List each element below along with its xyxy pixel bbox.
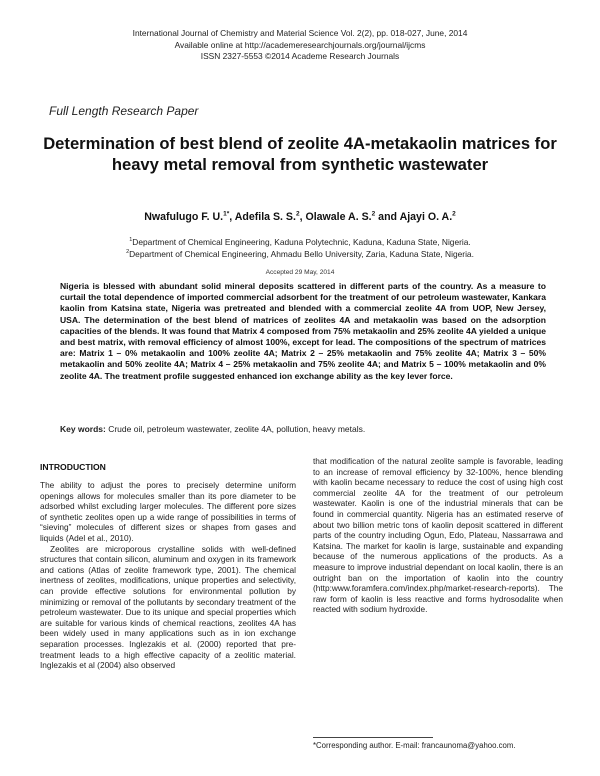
section-heading-introduction: INTRODUCTION <box>40 462 106 472</box>
affiliations <box>0 237 600 260</box>
accepted-date: Accepted 29 May, 2014 <box>265 269 335 276</box>
paragraph: Zeolites are microporous crystalline solids with well-defined structures that contain silicon, aluminum and oxygen in its framework and cations (Atlas of zeolite framework type, 2001). The chemical inertness of zeolites, modifications, unique properties and selectivity, can provide effective solutions for environmental pollution by minimizing or removal of the pollutants by secondary treatment of the petroleum wastewater. Due to its unique and special properties which are suitable for various kinds of chemical reactions, zeolites 4A has been widely used in many applications such as in ion exchange separation processes. Inglezakis et al. (2000) reported that pre-treatment leads to a high effective capacity of a zeolitic material. Inglezakis et al (2004) also observed <box>40 543 296 671</box>
paper-title: Determination of best blend of zeolite 4A-metakaolin matrices for heavy metal removal from synthetic wastewater <box>43 134 557 174</box>
keywords-label: Key words: <box>60 424 106 434</box>
author-list <box>0 211 600 223</box>
body-column-left <box>40 480 296 671</box>
author-affil-number: 2 <box>371 210 376 218</box>
author-separator: , <box>229 211 235 223</box>
paragraph: that modification of the natural zeolite sample is favorable, leading to an increase of removal efficiency by 32-100%, hence blending with kaolin became necessary to reduce the cost of using high cost commercial zeolite 4A for the treatment of our petroleum wastewater. Kaolin is one of the industrial minerals that can be found in commercial quantity. Nigeria has an estimated reserve of about two billion metric tons of kaolin deposit scattered in different parts of the country including Ogun, Edo, Plateau, Nassarrawa and Katsina. The market for kaolin is large, sustainable and expanding because of the numerous applications of the products. As a measure to improve industrial dependant on local kaolin, there is an outright ban on the importation of kaolin into the country (http:www.foramfera.com/index.php/market-research-reports). The raw form of kaolin is less reactive and forms hydrosodalite when reacted with sodium hydroxide. <box>313 456 563 615</box>
author-name: Nwafulugo F. U. <box>144 211 224 223</box>
paper-type: Full Length Research Paper <box>49 104 199 118</box>
corresponding-mark: * <box>226 210 230 218</box>
affiliation-2: $^2$Department of Chemical Engineering, Ahmadu Bello University, Zaria, Kaduna State, Nigeria. <box>126 248 474 259</box>
author-affil-number: 2 <box>452 210 456 218</box>
author-separator: , <box>299 211 306 223</box>
corresponding-author-footnote: *Corresponding author. E-mail: francaunoma@yahoo.com. <box>313 741 516 750</box>
author-affil-number: 2 <box>295 210 300 218</box>
author-name: Ajayi O. A. <box>399 211 453 223</box>
author-affil-number: 1 <box>223 210 227 218</box>
journal-url: Available online at http://academeresearchjournals.org/journal/ijcms <box>174 39 426 50</box>
author-name: Adefila S. S. <box>234 211 296 223</box>
journal-issn: ISSN 2327-5553 ©2014 Academe Research Journals <box>200 51 400 61</box>
author-separator: and <box>375 211 400 223</box>
footnote-divider <box>313 737 433 738</box>
author-name: Olawale A. S. <box>305 211 372 223</box>
paragraph: The ability to adjust the pores to precisely determine uniform openings allows for molecules smaller than its pore diameter to be adsorbed whilst excluding larger molecules. The different pore sizes of synthetic zeolites open up a wide range of possibilities in terms of “sieving” molecules of different sizes or shapes from gases and liquids (Adel et al., 2010). <box>40 480 296 543</box>
keywords-text: Crude oil, petroleum wastewater, zeolite 4A, pollution, heavy metals. <box>108 424 366 434</box>
journal-citation: International Journal of Chemistry and Material Science Vol. 2(2), pp. 018-027, June, 2014 <box>132 28 468 38</box>
journal-header <box>0 28 600 63</box>
keywords <box>60 424 546 434</box>
affiliation-1: $^1$Department of Chemical Engineering, Kaduna Polytechnic, Kaduna, Kaduna State, Nigeria. <box>129 237 471 247</box>
abstract: Nigeria is blessed with abundant solid mineral deposits scattered in different parts of the country. As a measure to curtail the total dependence of imported commercial adsorbent for the treatment of our petroleum wastewater, Kankara kaolin from Katsina state, Nigeria was pretreated and blended with a commercial zeolite 4A from UOP, New Jersey, USA. The determination of the best blend of matrices of zeolites 4A and metakaolin was based on the adsorption capacities of the blends. It was found that Matrix 4 composed from 75% metakaolin and 25% zeolite 4A yielded a unique and best matrix, with removal efficiency of almost 100%, except for lead. The compositions of the spectrum of matrices are: Matrix 1 – 0% metakaolin and 100% zeolite 4A; Matrix 2 – 25% metakaolin and 75% zeolite 4A; Matrix 3 – 50% metakaolin and 50% zeolite 4A; Matrix 4 – 25% metakaolin and 75% zeolite 4A; and Matrix 5 – 100% metakaolin and 0% zeolite 4A. The treatment profile suggested enhanced ion exchange ability as the key lever force. <box>60 281 546 381</box>
body-column-right <box>313 456 563 615</box>
